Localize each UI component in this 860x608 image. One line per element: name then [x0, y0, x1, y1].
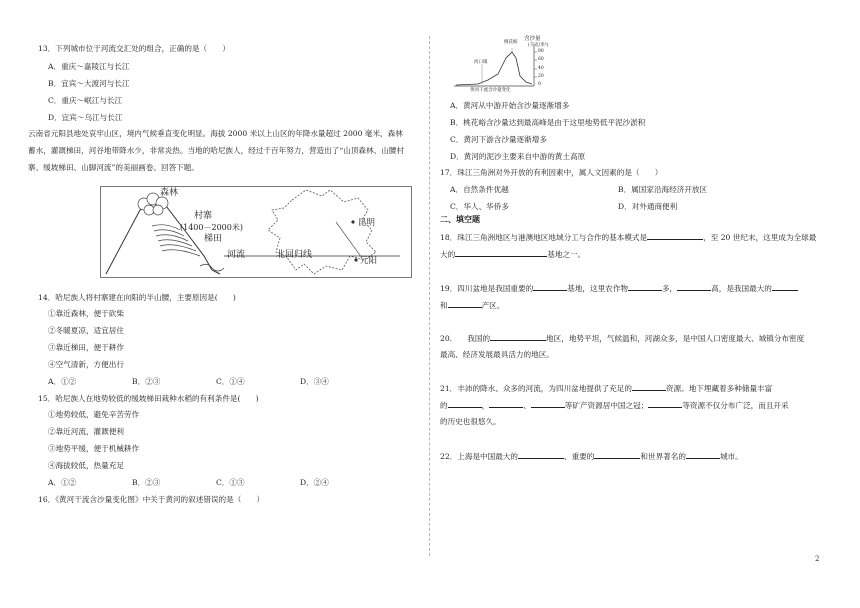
section-fill-in-heading: 二、填空题 [440, 215, 480, 224]
ytick-0: 0 [538, 82, 541, 87]
q20-text-1b: 地区，地势平坦，气候温和，河湖众多，是中国人口密度最大、城镇分布密度 [546, 334, 805, 343]
q22-text-c: 和世界著名的 [640, 452, 686, 461]
q17-stem: 17．珠江三角洲对外开放的有利因素中，属人文因素的是（ ） [440, 168, 663, 177]
q19-text-1b: 基地，这里农作物 [567, 284, 628, 293]
q15-choice-c: C．①③ [216, 478, 245, 487]
forest-label: 森林 [160, 188, 179, 198]
q18-text-2a: 大的 [440, 250, 456, 259]
q14-item-4: ④空气清新，方便出行 [48, 360, 124, 369]
yuanyang-label: 元阳 [360, 256, 378, 266]
q13-option-b: B．宜宾～大渡河与长江 [48, 79, 130, 88]
q15-choice-a: A．①② [48, 478, 77, 487]
q19-text-1c: 多， [661, 284, 678, 293]
q19-text-2b: 产区。 [481, 301, 505, 310]
q21-blank-2[interactable] [448, 400, 482, 408]
sediment-chart-svg [448, 36, 578, 96]
q21-text-2c: 、 [523, 401, 531, 410]
q19-blank-2[interactable] [628, 283, 662, 291]
q21-line-2 [440, 400, 789, 411]
q19-blank-1[interactable] [533, 283, 567, 291]
q19-text-1a: 19．四川盆地是我国重要的 [440, 284, 534, 293]
q17-option-d: D．对外通商便利 [618, 202, 678, 211]
q18-line-1 [440, 232, 816, 243]
q21-blank-1[interactable] [632, 383, 666, 391]
page-number: 2 [815, 555, 820, 563]
q21-line-1 [440, 383, 772, 394]
q14-item-1: ①靠近森林，便于砍柴 [48, 309, 124, 318]
altitude-label: (1400－2000米) [180, 223, 243, 232]
q19-text-2a: 和 [440, 301, 448, 310]
q21-text-2b: ， [481, 401, 490, 410]
q16-option-d: D．黄河的泥沙主要来自中游的黄土高原 [450, 152, 586, 161]
q22-text-d: 城市。 [719, 452, 743, 461]
village-label: 村寨 [194, 211, 213, 221]
q14-choice-d: D．③④ [300, 377, 329, 386]
q14-stem: 14．哈尼族人将村寨建在向阳的半山腰，主要原因是( ) [38, 293, 236, 302]
q21-text-2d: 等矿产资源居中国之冠； [564, 401, 649, 410]
q22-text-a: 22．上海是中国最大的 [440, 452, 519, 461]
sediment-chart [448, 36, 578, 96]
q21-line-3: 的历史也很悠久。 [440, 417, 501, 426]
q19-text-1d: 高，是我国最大的 [711, 284, 772, 293]
q17-option-c: C．华人、华侨多 [450, 202, 509, 211]
q16-option-b: B．桃花峪含沙量达到最高峰是由于这里地势低平泥沙淤积 [450, 118, 646, 127]
sediment-curve [456, 52, 532, 85]
q17-option-a: A．自然条件优越 [450, 185, 509, 194]
q13-stem: 13．下列城市位于河流交汇处的组合，正确的是（ ） [38, 44, 230, 53]
q14-choice-a: A．①② [48, 377, 77, 386]
passage-line-1: 云南省元阳县地处哀牢山区，境内气候垂直变化明显。海拔 2000 米以上山区的年降水量超过 2000 毫米，森林 [28, 129, 403, 138]
q17-option-b: B．属国家沿海经济开放区 [618, 185, 708, 194]
q21-text-1a: 21．丰沛的降水、众多的河流，为四川盆地提供了充足的 [440, 384, 632, 393]
q15-item-3: ③地势平缓，便于机械耕作 [48, 444, 140, 453]
q15-choice-d: D．②④ [300, 478, 329, 487]
ytick-60: 60 [538, 57, 544, 62]
q16-stem: 16．《黄河干流含沙量变化图》中关于黄河的叙述错误的是（ ） [38, 495, 265, 504]
ytick-80: 80 [538, 49, 544, 54]
q18-text-2b: 基地之一。 [547, 250, 586, 259]
q22-blank-1[interactable] [518, 451, 564, 459]
hekouzhen-label: 河口镇 [474, 60, 488, 65]
q13-option-a: A．重庆～嘉陵江与长江 [48, 62, 130, 71]
q21-text-2e: 等资源不仅分布广泛，而且开采 [682, 401, 789, 410]
q21-blank-4[interactable] [531, 400, 565, 408]
chart-xlabel: 黄河干流含沙量变化 [470, 88, 511, 93]
river-label: 河流 [227, 250, 246, 260]
q19-line-1 [440, 283, 798, 294]
q21-blank-5[interactable] [648, 400, 682, 408]
q15-item-1: ①地势较低，避免辛苦劳作 [48, 410, 140, 419]
chart-title: 含沙量 [524, 36, 541, 42]
q22-text-b: 、重要的 [564, 452, 595, 461]
q15-item-2: ②靠近河流，灌溉便利 [48, 427, 124, 436]
q20-blank-1[interactable] [490, 333, 546, 341]
q13-option-d: D．宜宾～乌江与长江 [48, 113, 123, 122]
tropic-label: 北回归线 [276, 250, 313, 260]
taohuayu-label: 桃花峪 [504, 40, 518, 45]
q14-choice-b: B．②③ [132, 377, 161, 386]
q18-line-2 [440, 249, 585, 260]
q14-choice-c: C．①④ [216, 377, 245, 386]
q22-blank-3[interactable] [686, 451, 720, 459]
yuanyang-figure [100, 186, 412, 278]
q15-item-4: ④海拔较低，热量充足 [48, 461, 124, 470]
q20-line-1 [440, 333, 804, 344]
q22-line [440, 451, 743, 462]
q14-item-3: ③靠近梯田，便于耕作 [48, 343, 124, 352]
q14-item-2: ②冬暖夏凉，适宜居住 [48, 326, 124, 335]
q20-line-2: 最高、经济发展最具活力的地区。 [440, 350, 554, 359]
q13-option-c: C．重庆～岷江与长江 [48, 96, 123, 105]
q19-blank-3[interactable] [677, 283, 711, 291]
passage-line-2: 蓄水，灌溉梯田，河谷地带降水少，非常炎热。当地的哈尼族人，经过千百年努力，营造出了“山顶森林、山腰村 [28, 146, 404, 155]
ytick-40: 40 [538, 66, 544, 71]
q18-blank-2[interactable] [455, 249, 547, 257]
q21-text-2a: 的 [440, 401, 448, 410]
kunming-dot [351, 220, 354, 223]
q16-option-a: A．黄河从中游开始含沙量逐渐增多 [450, 101, 570, 110]
q15-choice-b: B．②③ [132, 478, 161, 487]
q15-stem: 15．哈尼族人在地势较低的缓坡梯田栽种水稻的有利条件是( ) [38, 394, 259, 403]
q18-blank-1[interactable] [647, 232, 703, 240]
terrace-label: 梯田 [204, 234, 223, 244]
q18-text-1b: ，至 20 世纪末，这里成为全球最 [703, 233, 817, 242]
yuanyang-dot [354, 258, 357, 261]
q20-text-1a: 20. 我国的 [440, 334, 491, 343]
q19-line-2 [440, 300, 504, 311]
kunming-label: 昆明 [358, 218, 376, 228]
column-divider [429, 36, 430, 556]
ytick-20: 20 [538, 74, 544, 79]
q18-text-1a: 18．珠江三角洲地区与港澳地区地域分工与合作的基本模式是 [440, 233, 648, 242]
q19-blank-4[interactable] [772, 283, 798, 291]
q19-blank-5[interactable] [448, 300, 482, 308]
chart-unit: (千克/米³) [528, 43, 549, 48]
q21-text-1b: 资源。地下埋藏着多种储量丰富 [665, 384, 773, 393]
q22-blank-2[interactable] [594, 451, 640, 459]
passage-line-3: 寨、缓坡梯田、山脚河流”的美丽画卷。回答下题。 [28, 163, 199, 172]
q21-blank-3[interactable] [489, 400, 523, 408]
q16-option-c: C．黄河下游含沙量逐渐增多 [450, 135, 547, 144]
